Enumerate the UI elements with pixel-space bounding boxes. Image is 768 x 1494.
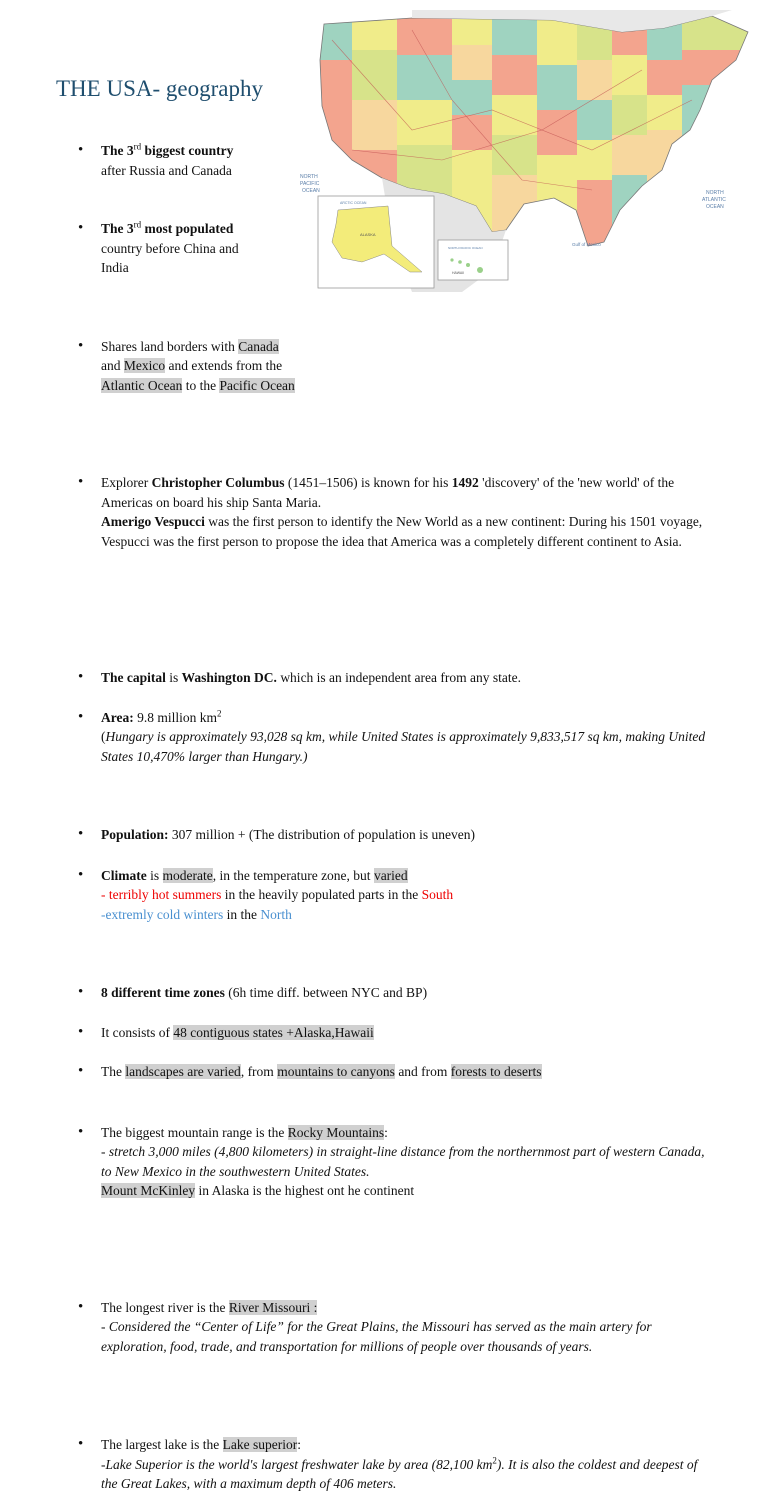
svg-text:NORTH: NORTH xyxy=(706,190,724,196)
bullet-land-borders: • Shares land borders with Canada and Mexico and extends from the Atlantic Ocean to the Pacific Ocean xyxy=(101,337,331,396)
bullet-rocky-mountains: • The biggest mountain range is the Rocky Mountains: - stretch 3,000 miles (4,800 kilometers) in straight-line distance from the northernmost part of western Canada, to New Mexico in the southwestern United States. Mount McKinley in Alaska is the highest ont he continent xyxy=(101,1123,713,1201)
page-title: THE USA- geography xyxy=(56,76,263,101)
bullet-population: • Population: 307 million + (The distribution of population is uneven) xyxy=(101,825,716,845)
bullet-biggest-country: • The 3rd biggest country after Russia and Canada xyxy=(101,141,301,180)
usa-map xyxy=(292,10,762,292)
svg-text:HAWAII: HAWAII xyxy=(452,271,465,275)
svg-text:OCEAN: OCEAN xyxy=(706,204,724,210)
bullet-time-zones: • 8 different time zones (6h time diff. between NYC and BP) xyxy=(101,983,716,1003)
svg-text:NORTH PACIFIC OCEAN: NORTH PACIFIC OCEAN xyxy=(448,246,483,250)
bullet-area: • Area: 9.8 million $km^2$ (Hungary is approximately 93,028 sq km, while United States is approximately 9,833,517 sq km, making United States 10,470% larger than Hungary.) xyxy=(101,708,713,767)
bullet-river-missouri: • The longest river is the River Missouri : - Considered the “Center of Life” for the Great Plains, the Missouri has served as the main artery for exploration, food, trade, and transportation for millions of people over thousands of years. xyxy=(101,1298,716,1357)
alaska-inset xyxy=(318,196,434,288)
svg-text:ATLANTIC: ATLANTIC xyxy=(702,197,726,203)
bullet-most-populated: • The 3rd most populated country before China and India xyxy=(101,219,301,278)
svg-text:ALASKA: ALASKA xyxy=(360,232,376,237)
svg-text:PACIFIC: PACIFIC xyxy=(300,181,320,187)
bullet-lake-superior: • The largest lake is the Lake superior: -Lake Superior is the world's largest freshwater lake by area (82,100 $km^2$). It is also the coldest and deepest of the Great Lakes, with a maximum depth of 406 meters. xyxy=(101,1435,716,1494)
svg-text:ARCTIC OCEAN: ARCTIC OCEAN xyxy=(340,201,367,205)
svg-text:Gulf of Mexico: Gulf of Mexico xyxy=(572,242,601,247)
svg-text:NORTH: NORTH xyxy=(300,174,318,180)
bullet-states: • It consists of 48 contiguous states +Alaska,Hawaii xyxy=(101,1023,716,1043)
bullet-climate: • Climate is moderate, in the temperature zone, but varied - terribly hot summers in the heavily populated parts in the South -extremly cold winters in the North xyxy=(101,866,716,925)
bullet-landscapes: • The landscapes are varied, from mountains to canyons and from forests to deserts xyxy=(101,1062,716,1082)
svg-text:OCEAN: OCEAN xyxy=(302,188,320,194)
bullet-explorers: • Explorer Christopher Columbus (1451–1506) is known for his 1492 'discovery' of the 'new world' of the Americas on board his ship Santa Maria. Amerigo Vespucci was the first person to identify the New World as a new continent: During his 1501 voyage, Vespucci was the first person to propose the idea that America was a completely different continent to Asia. xyxy=(101,473,713,551)
bullet-capital: • The capital is Washington DC. which is an independent area from any state. xyxy=(101,668,716,688)
hawaii-inset xyxy=(438,240,508,280)
